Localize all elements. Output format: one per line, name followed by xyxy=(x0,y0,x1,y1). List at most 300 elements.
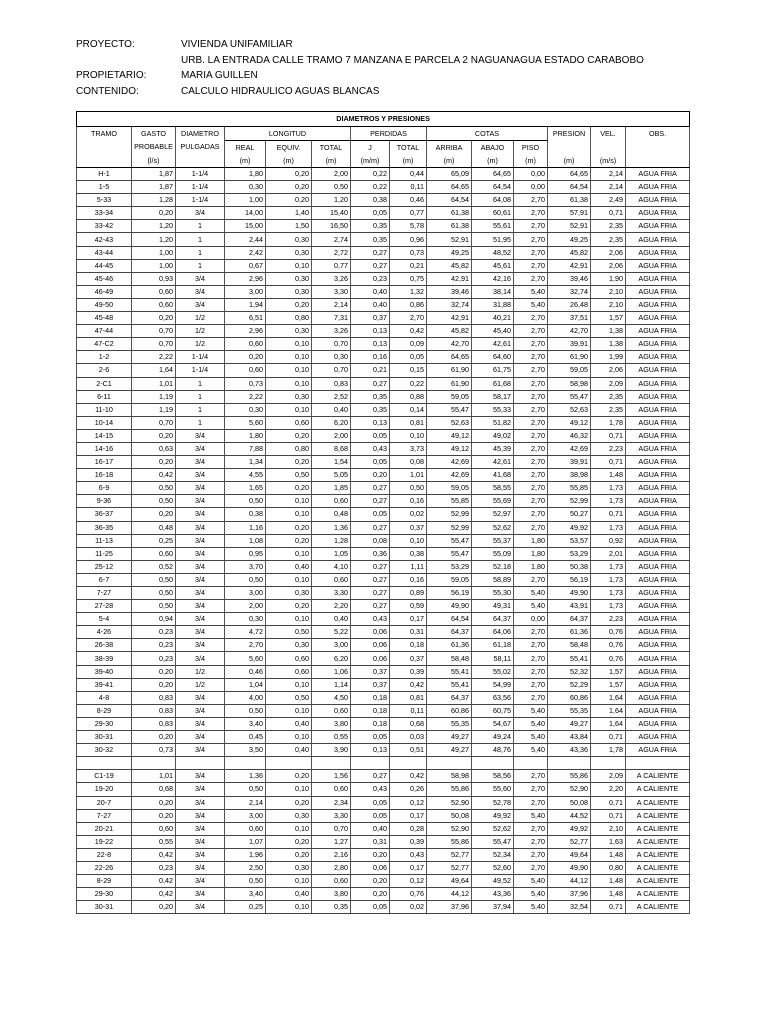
cell-tramo: H-1 xyxy=(77,168,132,181)
cell-cota-piso: 0,00 xyxy=(514,181,548,194)
cell-cota-abajo: 31,88 xyxy=(472,298,514,311)
cell-presion: 49,27 xyxy=(548,717,591,730)
cell-cota-piso: 1,80 xyxy=(514,547,548,560)
cell-long-total: 3,80 xyxy=(312,888,351,901)
cell-tramo: 5-33 xyxy=(77,194,132,207)
cell-long-equiv: 0,80 xyxy=(266,312,312,325)
col-tramo: TRAMO xyxy=(77,127,132,141)
cell-velocidad: 0,80 xyxy=(591,861,626,874)
cell-tramo: 19-22 xyxy=(77,835,132,848)
cell-tramo: 49-50 xyxy=(77,298,132,311)
table-row xyxy=(77,796,690,809)
cell-obs: A CALIENTE xyxy=(626,783,690,796)
cell-velocidad: 1,63 xyxy=(591,835,626,848)
cell-cota-arriba: 44,12 xyxy=(427,888,472,901)
cell-cota-piso: 5,40 xyxy=(514,901,548,914)
cell-cota-piso: 2,70 xyxy=(514,351,548,364)
cell-long-equiv: 0,20 xyxy=(266,521,312,534)
cell-long-total: 1,36 xyxy=(312,521,351,534)
cell-cota-abajo: 52,34 xyxy=(472,848,514,861)
table-row xyxy=(77,704,690,717)
cell-obs: AGUA FRIA xyxy=(626,429,690,442)
cell-cota-piso: 5,40 xyxy=(514,744,548,757)
cell-gasto: 1,20 xyxy=(132,220,176,233)
cell-long-equiv: 0,20 xyxy=(266,194,312,207)
cell-presion: 56,19 xyxy=(548,573,591,586)
cell-diametro: 3/4 xyxy=(176,508,225,521)
cell-long-equiv: 0,10 xyxy=(266,875,312,888)
cell-cota-arriba: 49,90 xyxy=(427,600,472,613)
cell-perd-j: 0,43 xyxy=(351,442,390,455)
table-row xyxy=(77,652,690,665)
cell-long-equiv: 0,40 xyxy=(266,744,312,757)
cell-tramo: 43-44 xyxy=(77,246,132,259)
cell-gasto: 1,19 xyxy=(132,390,176,403)
cell-presion: 49,12 xyxy=(548,416,591,429)
cell-cota-arriba: 64,37 xyxy=(427,626,472,639)
cell-gasto: 0,70 xyxy=(132,338,176,351)
cell-perd-total: 0,42 xyxy=(390,770,427,783)
cell-gasto: 0,42 xyxy=(132,848,176,861)
cell-obs: AGUA FRIA xyxy=(626,587,690,600)
cell-long-total: 4,50 xyxy=(312,691,351,704)
cell-diametro: 1 xyxy=(176,416,225,429)
cell-velocidad: 1,57 xyxy=(591,665,626,678)
cell-long-total: 0,60 xyxy=(312,875,351,888)
cell-long-total: 2,74 xyxy=(312,233,351,246)
cell-cota-piso: 2,70 xyxy=(514,469,548,482)
table-row xyxy=(77,416,690,429)
cell-cota-piso: 2,70 xyxy=(514,194,548,207)
cell-cota-piso: 5,40 xyxy=(514,298,548,311)
cell-long-total: 6,20 xyxy=(312,652,351,665)
cell-long-real: 0,60 xyxy=(225,822,266,835)
cell-obs: AGUA FRIA xyxy=(626,704,690,717)
cell-gasto: 0,42 xyxy=(132,469,176,482)
cell-cota-arriba: 60,86 xyxy=(427,704,472,717)
cell-cota-piso: 2,70 xyxy=(514,403,548,416)
table-row xyxy=(77,560,690,573)
cell-perd-total: 0,16 xyxy=(390,495,427,508)
owner-label: PROPIETARIO: xyxy=(76,70,147,81)
cell-perd-total: 0,39 xyxy=(390,665,427,678)
cell-perd-j: 0,13 xyxy=(351,416,390,429)
cell-long-total: 1,06 xyxy=(312,665,351,678)
cell-cota-arriba: 64,65 xyxy=(427,181,472,194)
cell-long-equiv: 0,60 xyxy=(266,416,312,429)
cell-diametro: 1 xyxy=(176,390,225,403)
cell-cota-abajo: 45,40 xyxy=(472,325,514,338)
cell-cota-piso: 2,70 xyxy=(514,770,548,783)
unit-piso: (m) xyxy=(514,154,548,168)
cell-long-real: 0,60 xyxy=(225,364,266,377)
cell-cota-piso: 5,40 xyxy=(514,717,548,730)
cell-perd-total: 0,17 xyxy=(390,613,427,626)
cold-water-rows xyxy=(77,168,690,757)
cell-cota-arriba: 61,38 xyxy=(427,207,472,220)
cell-tramo: 7-27 xyxy=(77,587,132,600)
cell-velocidad: 1,48 xyxy=(591,848,626,861)
cell-perd-j: 0,20 xyxy=(351,469,390,482)
cell-long-real: 0,60 xyxy=(225,338,266,351)
cell-obs: AGUA FRIA xyxy=(626,259,690,272)
cell-gasto: 0,42 xyxy=(132,875,176,888)
cell-cota-arriba: 61,90 xyxy=(427,377,472,390)
table-row xyxy=(77,168,690,181)
cell-long-equiv: 0,20 xyxy=(266,848,312,861)
cell-cota-abajo: 49,24 xyxy=(472,731,514,744)
table-row xyxy=(77,626,690,639)
cell-long-equiv: 1,40 xyxy=(266,207,312,220)
cell-long-real: 0,45 xyxy=(225,731,266,744)
cell-obs: AGUA FRIA xyxy=(626,312,690,325)
table-row xyxy=(77,744,690,757)
cell-presion: 44,52 xyxy=(548,809,591,822)
cell-obs: AGUA FRIA xyxy=(626,364,690,377)
cell-velocidad: 1,90 xyxy=(591,272,626,285)
unit-equiv: (m) xyxy=(266,154,312,168)
col-long-total: TOTAL xyxy=(312,141,351,155)
cell-cota-arriba: 55,41 xyxy=(427,665,472,678)
cell-presion: 44,12 xyxy=(548,875,591,888)
cell-gasto: 0,20 xyxy=(132,207,176,220)
cell-long-equiv: 0,30 xyxy=(266,272,312,285)
cell-diametro: 1 xyxy=(176,403,225,416)
cell-diametro: 1/2 xyxy=(176,312,225,325)
cell-gasto: 0,60 xyxy=(132,822,176,835)
cell-long-equiv: 0,10 xyxy=(266,377,312,390)
table-row xyxy=(77,809,690,822)
cell-presion: 42,70 xyxy=(548,325,591,338)
cell-cota-abajo: 55,30 xyxy=(472,587,514,600)
cell-long-real: 2,22 xyxy=(225,390,266,403)
cell-gasto: 1,01 xyxy=(132,770,176,783)
cell-gasto: 0,83 xyxy=(132,704,176,717)
cell-long-equiv: 0,10 xyxy=(266,338,312,351)
cell-velocidad: 0,71 xyxy=(591,207,626,220)
cell-cota-piso: 2,70 xyxy=(514,456,548,469)
table-row xyxy=(77,691,690,704)
cell-long-total: 1,28 xyxy=(312,534,351,547)
cell-cota-arriba: 64,54 xyxy=(427,613,472,626)
cell-presion: 55,41 xyxy=(548,652,591,665)
cell-long-equiv: 0,50 xyxy=(266,626,312,639)
cell-cota-arriba: 55,47 xyxy=(427,547,472,560)
cell-cota-piso: 2,70 xyxy=(514,796,548,809)
cell-gasto: 0,83 xyxy=(132,717,176,730)
cell-gasto: 0,55 xyxy=(132,835,176,848)
cell-presion: 32,54 xyxy=(548,901,591,914)
cell-cota-arriba: 58,48 xyxy=(427,652,472,665)
cell-cota-arriba: 55,47 xyxy=(427,534,472,547)
cell-velocidad: 1,64 xyxy=(591,704,626,717)
cell-perd-j: 0,22 xyxy=(351,168,390,181)
cell-tramo: 6-11 xyxy=(77,390,132,403)
table-row xyxy=(77,508,690,521)
cell-cota-piso: 2,70 xyxy=(514,312,548,325)
cell-obs: AGUA FRIA xyxy=(626,613,690,626)
cell-long-total: 2,20 xyxy=(312,600,351,613)
cell-long-equiv: 0,10 xyxy=(266,704,312,717)
cell-perd-j: 0,43 xyxy=(351,783,390,796)
cell-long-equiv: 0,40 xyxy=(266,560,312,573)
cell-perd-total: 0,03 xyxy=(390,731,427,744)
cell-cota-piso: 2,70 xyxy=(514,678,548,691)
cell-presion: 50,08 xyxy=(548,796,591,809)
unit-abajo: (m) xyxy=(472,154,514,168)
cell-diametro: 3/4 xyxy=(176,783,225,796)
cell-tramo: 39-41 xyxy=(77,678,132,691)
content-title: CALCULO HIDRAULICO AGUAS BLANCAS xyxy=(181,85,380,97)
cell-perd-total: 0,73 xyxy=(390,246,427,259)
cell-tramo: 36-35 xyxy=(77,521,132,534)
unit-long-total: (m) xyxy=(312,154,351,168)
cell-cota-arriba: 49,27 xyxy=(427,744,472,757)
cell-velocidad: 2,49 xyxy=(591,194,626,207)
cell-presion: 64,54 xyxy=(548,181,591,194)
table-row xyxy=(77,848,690,861)
cell-perd-total: 0,46 xyxy=(390,194,427,207)
cell-perd-total: 0,37 xyxy=(390,521,427,534)
cell-cota-piso: 2,70 xyxy=(514,246,548,259)
cell-cota-arriba: 61,38 xyxy=(427,220,472,233)
cell-long-equiv: 0,30 xyxy=(266,233,312,246)
cell-perd-j: 0,27 xyxy=(351,521,390,534)
cell-diametro: 3/4 xyxy=(176,442,225,455)
cell-obs: AGUA FRIA xyxy=(626,390,690,403)
table-row xyxy=(77,285,690,298)
cell-velocidad: 1,57 xyxy=(591,678,626,691)
cell-diametro: 3/4 xyxy=(176,547,225,560)
cell-diametro: 3/4 xyxy=(176,272,225,285)
cell-velocidad: 2,10 xyxy=(591,298,626,311)
cell-velocidad: 1,73 xyxy=(591,482,626,495)
cell-velocidad: 2,09 xyxy=(591,770,626,783)
cell-long-real: 7,88 xyxy=(225,442,266,455)
cell-long-total: 0,60 xyxy=(312,495,351,508)
cell-diametro: 3/4 xyxy=(176,600,225,613)
cell-cota-abajo: 64,37 xyxy=(472,613,514,626)
cell-cota-abajo: 58,11 xyxy=(472,652,514,665)
cell-diametro: 1 xyxy=(176,259,225,272)
table-row xyxy=(77,298,690,311)
cell-perd-total: 0,09 xyxy=(390,338,427,351)
cell-perd-total: 0,05 xyxy=(390,351,427,364)
cell-diametro: 1/2 xyxy=(176,325,225,338)
cell-cota-arriba: 39,46 xyxy=(427,285,472,298)
cell-long-total: 0,48 xyxy=(312,508,351,521)
cell-perd-total: 3,73 xyxy=(390,442,427,455)
cell-tramo: 42-43 xyxy=(77,233,132,246)
cell-cota-abajo: 42,61 xyxy=(472,338,514,351)
cell-obs: AGUA FRIA xyxy=(626,521,690,534)
cell-cota-abajo: 40,21 xyxy=(472,312,514,325)
table-row xyxy=(77,639,690,652)
cell-velocidad: 1,48 xyxy=(591,469,626,482)
cell-velocidad: 2,35 xyxy=(591,220,626,233)
cell-cota-abajo: 48,52 xyxy=(472,246,514,259)
cell-long-total: 0,60 xyxy=(312,783,351,796)
cell-diametro: 3/4 xyxy=(176,207,225,220)
cell-perd-total: 0,88 xyxy=(390,390,427,403)
cell-obs: AGUA FRIA xyxy=(626,233,690,246)
cell-long-total: 2,00 xyxy=(312,168,351,181)
col-perdidas: PERDIDAS xyxy=(351,127,427,141)
cell-cota-abajo: 45,39 xyxy=(472,442,514,455)
cell-long-real: 1,96 xyxy=(225,848,266,861)
cell-obs: A CALIENTE xyxy=(626,770,690,783)
table-row xyxy=(77,600,690,613)
cell-perd-total: 1,32 xyxy=(390,285,427,298)
cell-perd-j: 0,08 xyxy=(351,534,390,547)
cell-perd-j: 0,40 xyxy=(351,285,390,298)
cell-obs: AGUA FRIA xyxy=(626,495,690,508)
cell-long-real: 0,20 xyxy=(225,351,266,364)
cell-presion: 49,90 xyxy=(548,587,591,600)
cell-presion: 64,65 xyxy=(548,168,591,181)
cell-cota-abajo: 52,78 xyxy=(472,796,514,809)
cell-long-real: 2,44 xyxy=(225,233,266,246)
cell-gasto: 0,50 xyxy=(132,587,176,600)
cell-presion: 50,38 xyxy=(548,560,591,573)
cell-long-equiv: 0,10 xyxy=(266,731,312,744)
cell-obs: AGUA FRIA xyxy=(626,442,690,455)
table-row xyxy=(77,325,690,338)
cell-long-total: 1,14 xyxy=(312,678,351,691)
cell-cota-arriba: 42,69 xyxy=(427,469,472,482)
cell-perd-total: 0,76 xyxy=(390,888,427,901)
cell-cota-arriba: 52,90 xyxy=(427,796,472,809)
cell-gasto: 1,20 xyxy=(132,233,176,246)
cell-diametro: 3/4 xyxy=(176,626,225,639)
cell-gasto: 1,19 xyxy=(132,403,176,416)
cell-cota-abajo: 54,99 xyxy=(472,678,514,691)
cell-obs: A CALIENTE xyxy=(626,861,690,874)
cell-long-equiv: 0,30 xyxy=(266,587,312,600)
cell-long-equiv: 0,20 xyxy=(266,835,312,848)
cell-perd-total: 0,77 xyxy=(390,207,427,220)
cell-long-total: 1,27 xyxy=(312,835,351,848)
cell-long-total: 3,00 xyxy=(312,639,351,652)
cell-perd-total: 0,22 xyxy=(390,377,427,390)
cell-gasto: 0,94 xyxy=(132,613,176,626)
cell-velocidad: 1,73 xyxy=(591,573,626,586)
cell-tramo: 1-2 xyxy=(77,351,132,364)
cell-cota-abajo: 54,67 xyxy=(472,717,514,730)
cell-gasto: 0,20 xyxy=(132,731,176,744)
cell-gasto: 2,22 xyxy=(132,351,176,364)
cell-obs: AGUA FRIA xyxy=(626,534,690,547)
cell-cota-piso: 2,70 xyxy=(514,442,548,455)
cell-long-equiv: 0,30 xyxy=(266,246,312,259)
document-header xyxy=(76,37,756,99)
cell-gasto: 0,48 xyxy=(132,521,176,534)
cell-perd-total: 0,10 xyxy=(390,429,427,442)
cell-cota-abajo: 64,08 xyxy=(472,194,514,207)
cell-presion: 46,32 xyxy=(548,429,591,442)
cell-perd-j: 0,05 xyxy=(351,456,390,469)
cell-cota-piso: 0,00 xyxy=(514,168,548,181)
cell-perd-total: 0,17 xyxy=(390,809,427,822)
cell-tramo: 30-32 xyxy=(77,744,132,757)
cell-long-real: 0,30 xyxy=(225,613,266,626)
cell-velocidad: 2,23 xyxy=(591,442,626,455)
cell-velocidad: 2,20 xyxy=(591,783,626,796)
cell-velocidad: 1,78 xyxy=(591,744,626,757)
cell-long-real: 0,50 xyxy=(225,704,266,717)
cell-perd-total: 0,81 xyxy=(390,416,427,429)
cell-gasto: 0,20 xyxy=(132,508,176,521)
project-row xyxy=(76,37,756,53)
table-row xyxy=(77,521,690,534)
cell-presion: 37,51 xyxy=(548,312,591,325)
table-row xyxy=(77,429,690,442)
table-row xyxy=(77,259,690,272)
cell-tramo: 20-21 xyxy=(77,822,132,835)
cell-gasto: 0,60 xyxy=(132,285,176,298)
cell-perd-j: 0,31 xyxy=(351,835,390,848)
cell-long-real: 4,72 xyxy=(225,626,266,639)
cell-long-real: 2,42 xyxy=(225,246,266,259)
table-row xyxy=(77,351,690,364)
cell-perd-total: 0,18 xyxy=(390,639,427,652)
cell-cota-arriba: 53,29 xyxy=(427,560,472,573)
cell-cota-piso: 0,00 xyxy=(514,613,548,626)
cell-long-real: 0,50 xyxy=(225,783,266,796)
cell-obs: A CALIENTE xyxy=(626,848,690,861)
cell-perd-total: 0,17 xyxy=(390,861,427,874)
cell-presion: 61,36 xyxy=(548,626,591,639)
col-presion: PRESION xyxy=(548,127,591,141)
cell-presion: 42,69 xyxy=(548,442,591,455)
cell-long-total: 3,26 xyxy=(312,272,351,285)
cell-diametro: 3/4 xyxy=(176,875,225,888)
col-perd-total: TOTAL xyxy=(390,141,427,155)
cell-long-total: 16,50 xyxy=(312,220,351,233)
table-row xyxy=(77,495,690,508)
cell-long-real: 2,14 xyxy=(225,796,266,809)
cell-tramo: 45-48 xyxy=(77,312,132,325)
cell-cota-piso: 5,40 xyxy=(514,285,548,298)
cell-perd-total: 2,70 xyxy=(390,312,427,325)
hot-water-rows xyxy=(77,770,690,914)
cell-long-total: 4,10 xyxy=(312,560,351,573)
col-cotas: COTAS xyxy=(427,127,548,141)
cell-cota-abajo: 55,47 xyxy=(472,835,514,848)
cell-perd-total: 0,43 xyxy=(390,848,427,861)
cell-diametro: 3/4 xyxy=(176,587,225,600)
cell-cota-arriba: 45,82 xyxy=(427,325,472,338)
cell-cota-abajo: 43,36 xyxy=(472,888,514,901)
cell-perd-j: 0,18 xyxy=(351,691,390,704)
cell-tramo: 45-46 xyxy=(77,272,132,285)
cell-long-equiv: 0,30 xyxy=(266,325,312,338)
cell-cota-abajo: 41,68 xyxy=(472,469,514,482)
cell-diametro: 3/4 xyxy=(176,560,225,573)
cell-presion: 37,96 xyxy=(548,888,591,901)
cell-gasto: 0,20 xyxy=(132,665,176,678)
cell-perd-total: 0,68 xyxy=(390,717,427,730)
cell-cota-abajo: 61,75 xyxy=(472,364,514,377)
cell-perd-total: 0,11 xyxy=(390,181,427,194)
cell-cota-abajo: 49,31 xyxy=(472,600,514,613)
cell-cota-arriba: 52,99 xyxy=(427,521,472,534)
table-row xyxy=(77,573,690,586)
cell-obs: AGUA FRIA xyxy=(626,652,690,665)
cell-perd-j: 0,38 xyxy=(351,194,390,207)
cell-tramo: 26-38 xyxy=(77,639,132,652)
cell-cota-abajo: 55,69 xyxy=(472,495,514,508)
